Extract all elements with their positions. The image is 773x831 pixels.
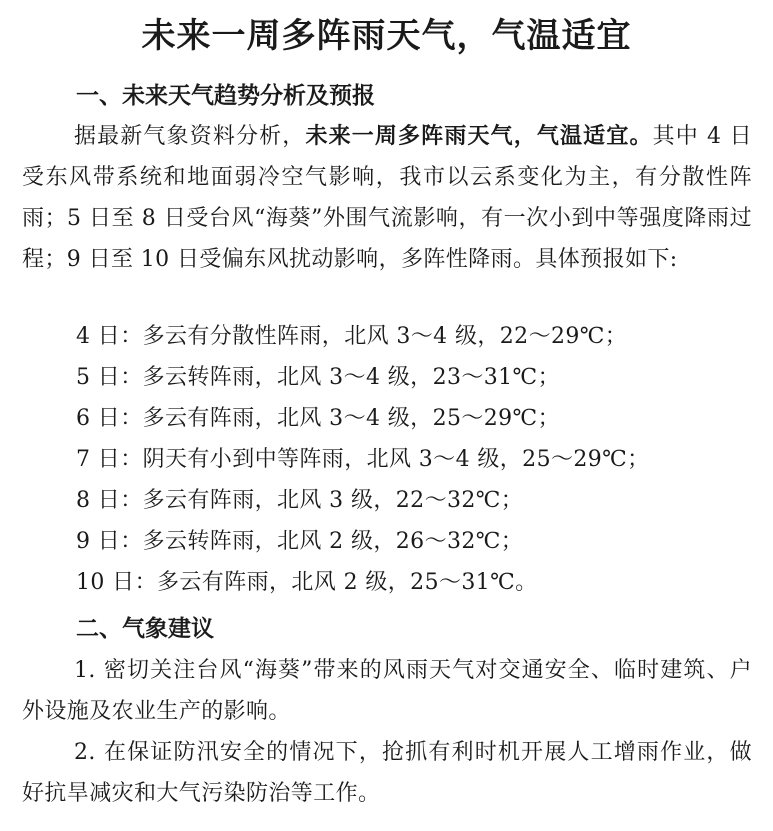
forecast-item-day-9: 9 日：多云转阵雨，北风 2 级，26～32℃； [76,529,524,554]
forecast-item-day-7: 7 日：阴天有小到中等阵雨，北风 3～4 级，25～29℃； [76,447,650,472]
section-heading-suggestions: 二、气象建议 [76,616,214,642]
section-heading-forecast: 一、未来天气趋势分析及预报 [76,83,375,109]
forecast-item-day-8: 8 日：多云有阵雨，北风 3 级，22～32℃； [76,488,524,513]
suggestion-paragraph-1: 1. 密切关注台风“海葵”带来的风雨天气对交通安全、临时建筑、户外设施及农业生产的影响。 [22,658,752,724]
suggestion-paragraph-2: 2. 在保证防汛安全的情况下，抢抓有利时机开展人工增雨作业，做好抗旱减灾和大气污染防治等工作。 [22,740,752,806]
daily-forecast-list [76,316,756,603]
forecast-item-day-10: 10 日：多云有阵雨，北风 2 级，25～31℃。 [76,570,538,595]
intro-summary-bold: 未来一周多阵雨天气，气温适宜。 [305,124,653,149]
intro-prefix: 据最新气象资料分析， [74,124,306,149]
forecast-item-day-5: 5 日：多云转阵雨，北风 3～4 级，23～31℃； [76,365,560,390]
forecast-item-day-6: 6 日：多云有阵雨，北风 3～4 级，25～29℃； [76,406,560,431]
forecast-item-day-4: 4 日：多云有分散性阵雨，北风 3～4 级，22～29℃； [76,324,628,349]
forecast-intro-paragraph [22,116,752,280]
document-title: 未来一周多阵雨天气，气温适宜 [141,16,632,56]
intro-detail: 其中 4 日受东风带系统和地面弱冷空气影响，我市以云系变化为主，有分散性阵雨；5 日至 8 日受台风“海葵”外围气流影响，有一次小到中等强度降雨过程；9 日至 10 日受偏东风扰动影响，多阵性降雨。具体预报如下: [22,124,752,272]
